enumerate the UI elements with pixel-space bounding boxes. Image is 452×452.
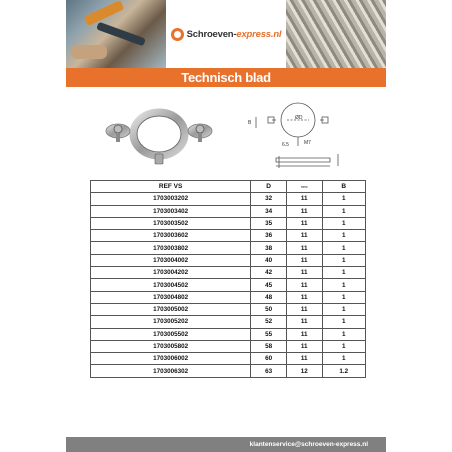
brand-logo [166,0,286,68]
table-header-row [91,181,366,193]
table-row: 1703005502 55 11 1 [91,328,366,340]
header-mm: mm² [286,181,322,193]
table-row: 1703003202 32 11 1 [91,193,366,205]
tools-photo [66,0,166,68]
dim-diameter: ØD [295,115,303,121]
table-row: 1703005002 50 11 1 [91,303,366,315]
technical-drawing [246,96,356,180]
dim-m7: M7 [304,140,311,146]
page-title: Technisch blad [66,68,386,87]
brand-name-main: Schroeven- [186,28,237,40]
table-row: 1703005802 58 11 1 [91,340,366,352]
table-row: 1703004802 48 11 1 [91,291,366,303]
brand-logo-icon [171,28,184,41]
dim-6-5: 6.5 [282,142,289,148]
table-row: 1703004502 45 11 1 [91,279,366,291]
contact-email[interactable]: klantenservice@schroeven-express.nl [249,441,368,448]
table-row: 1703003802 38 11 1 [91,242,366,254]
header-d: D [251,181,287,193]
technical-sheet-page [66,0,386,452]
table-row: 1703005202 52 11 1 [91,316,366,328]
table-row: 1703003502 35 11 1 [91,217,366,229]
table-row: 1703006302 63 12 1.2 [91,365,366,377]
header-banner [66,0,386,68]
header-b: B [322,181,365,193]
table-row: 1703004202 42 11 1 [91,267,366,279]
footer-bar [66,437,386,452]
table-row: 1703003602 36 11 1 [91,230,366,242]
spec-table [90,180,366,378]
screws-photo [286,0,386,68]
table-row: 1703003402 34 11 1 [91,205,366,217]
brand-name-accent: express.nl [236,28,282,40]
table-row: 1703004002 40 11 1 [91,254,366,266]
header-ref: REF VS [91,181,251,193]
pipe-clamp-photo [104,108,214,166]
dim-b: B [248,120,252,126]
table-row: 1703006002 60 11 1 [91,353,366,365]
